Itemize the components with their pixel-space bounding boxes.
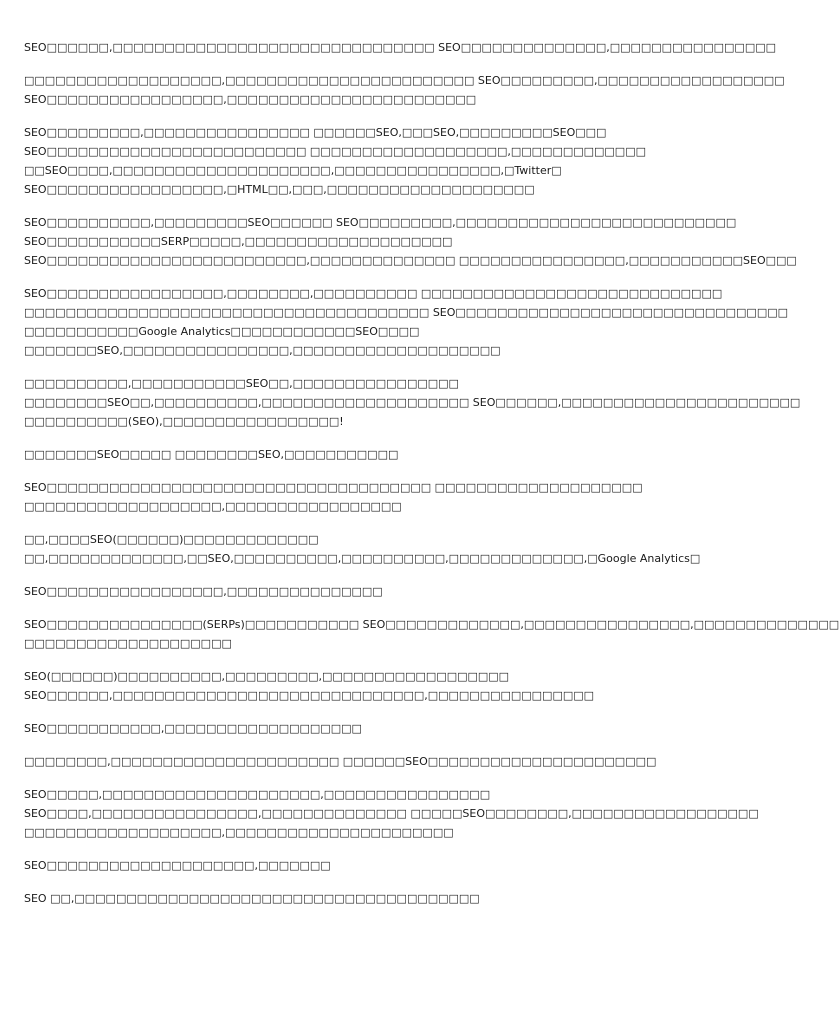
paragraph (24, 856, 700, 875)
document-body (24, 38, 839, 922)
text-line: SEO□□□□□□□□□□□□□□□□□,□□□□□□□□,□□□□□□□□□□ □□□□□□□□□□□□□□□□□□□□□□□□□□□□□ (24, 287, 723, 300)
text-line: SEO□□□□□,□□□□□□□□□□□□□□□□□□□□□,□□□□□□□□□□□□□□□□ (24, 788, 491, 801)
text-line: SEO□□□□□□□□□□□□□□□(SERPs)□□□□□□□□□□□ SEO□□□□□□□□□□□□□,□□□□□□□□□□□□□□□□,□□□□□□□□□□□□□□ (24, 618, 839, 631)
text-line: SEO□□□□□□□□□□□□□□□□□□□□□□□□□□□□□□□□□□□□□ □□□□□□□□□□□□□□□□□□□□ (24, 481, 643, 494)
paragraph (24, 582, 700, 601)
text-line: □□□□□□□□SEO□□,□□□□□□□□□□,□□□□□□□□□□□□□□□□□□□□ SEO□□□□□□,□□□□□□□□□□□□□□□□□□□□□□□ (24, 396, 801, 409)
paragraph (24, 38, 777, 57)
text-line: □□□□□□□□□□□Google Analytics□□□□□□□□□□□□SEO□□□□ (24, 325, 420, 338)
text-line: □□□□□□□□□□□□□□□□□□□,□□□□□□□□□□□□□□□□□ (24, 500, 402, 513)
text-line: SEO□□□□□□□□□□□□□□□□□□□□□□□□□,□□□□□□□□□□□□□□ □□□□□□□□□□□□□□□□,□□□□□□□□□□□SEO□□□ (24, 254, 797, 267)
text-line: SEO□□□□□□□□□□□□□□□□□□□□,□□□□□□□ (24, 859, 331, 872)
text-line: SEO□□□□□□□□□□□,□□□□□□□□□□□□□□□□□□□ (24, 722, 362, 735)
paragraph (24, 123, 700, 199)
paragraph (24, 530, 700, 568)
text-line: SEO□□□□,□□□□□□□□□□□□□□□□,□□□□□□□□□□□□□□ □□□□□SEO□□□□□□□□,□□□□□□□□□□□□□□□□□□ (24, 807, 759, 820)
paragraph (24, 478, 700, 516)
text-line: □□□□□□□□□□□□□□□□□□□,□□□□□□□□□□□□□□□□□□□□□□ (24, 826, 454, 839)
text-line: □□□□□□□□□□,□□□□□□□□□□□SEO□□,□□□□□□□□□□□□□□□□ (24, 377, 459, 390)
text-line: SEO□□□□□□□□□,□□□□□□□□□□□□□□□□ □□□□□□SEO,□□□SEO,□□□□□□□□□SEO□□□ (24, 126, 607, 139)
text-line: □□,□□□□□□□□□□□□□,□□SEO,□□□□□□□□□□,□□□□□□□□□□,□□□□□□□□□□□□□,□Google Analytics□ (24, 552, 701, 565)
text-line: □□□□□□□□□□□□□□□□□□□,□□□□□□□□□□□□□□□□□□□□□□□□ SEO□□□□□□□□□,□□□□□□□□□□□□□□□□□□ (24, 74, 785, 87)
paragraph (24, 889, 700, 908)
text-line: □□□□□□□□□□□□□□□□□□□□□□□□□□□□□□□□□□□□□□□ SEO□□□□□□□□□□□□□□□□□□□□□□□□□□□□□□□□ (24, 306, 788, 319)
paragraph (24, 667, 700, 705)
paragraph (24, 374, 801, 431)
text-line: SEO□□□□□□,□□□□□□□□□□□□□□□□□□□□□□□□□□□□□□,□□□□□□□□□□□□□□□□ (24, 689, 595, 702)
paragraph (24, 213, 797, 270)
text-line: SEO□□□□□□□□□□□□□□□□□,□□□□□□□□□□□□□□□□□□□□□□□□ (24, 93, 477, 106)
text-line: □□□□□□□SEO,□□□□□□□□□□□□□□□□,□□□□□□□□□□□□□□□□□□□□ (24, 344, 501, 357)
text-line: □□□□□□□□□□(SEO),□□□□□□□□□□□□□□□□□! (24, 415, 344, 428)
text-line: □□,□□□□SEO(□□□□□□)□□□□□□□□□□□□□ (24, 533, 319, 546)
text-line: □□SEO□□□□,□□□□□□□□□□□□□□□□□□□□□,□□□□□□□□□□□□□□□□,□Twitter□ (24, 164, 562, 177)
text-line: □□□□□□□□□□□□□□□□□□□□ (24, 637, 232, 650)
text-line: SEO□□□□□□,□□□□□□□□□□□□□□□□□□□□□□□□□□□□□□□ SEO□□□□□□□□□□□□□□,□□□□□□□□□□□□□□□□ (24, 41, 777, 54)
text-line: SEO□□□□□□□□□□□□□□□□□,□HTML□□,□□□,□□□□□□□□□□□□□□□□□□□□ (24, 183, 535, 196)
text-line: □□□□□□□□,□□□□□□□□□□□□□□□□□□□□□□ □□□□□□SEO□□□□□□□□□□□□□□□□□□□□□□ (24, 755, 657, 768)
paragraph (24, 445, 700, 464)
paragraph (24, 284, 788, 360)
text-line: SEO(□□□□□□)□□□□□□□□□□,□□□□□□□□□,□□□□□□□□□□□□□□□□□□ (24, 670, 510, 683)
paragraph (24, 785, 759, 842)
text-line: SEO□□□□□□□□□□□□□□□□□□□□□□□□□ □□□□□□□□□□□□□□□□□□□,□□□□□□□□□□□□□ (24, 145, 646, 158)
paragraph (24, 752, 700, 771)
text-line: SEO□□□□□□□□□□□□□□□□□,□□□□□□□□□□□□□□□ (24, 585, 383, 598)
paragraph (24, 71, 785, 109)
text-line: SEO□□□□□□□□□□,□□□□□□□□□SEO□□□□□□ SEO□□□□□□□□□,□□□□□□□□□□□□□□□□□□□□□□□□□□□ (24, 216, 737, 229)
text-line: □□□□□□□SEO□□□□□ □□□□□□□□SEO,□□□□□□□□□□□ (24, 448, 399, 461)
paragraph (24, 719, 700, 738)
paragraph (24, 615, 839, 653)
text-line: SEO □□,□□□□□□□□□□□□□□□□□□□□□□□□□□□□□□□□□□□□□□□ (24, 892, 480, 905)
text-line: SEO□□□□□□□□□□□SERP□□□□□,□□□□□□□□□□□□□□□□□□□□ (24, 235, 453, 248)
